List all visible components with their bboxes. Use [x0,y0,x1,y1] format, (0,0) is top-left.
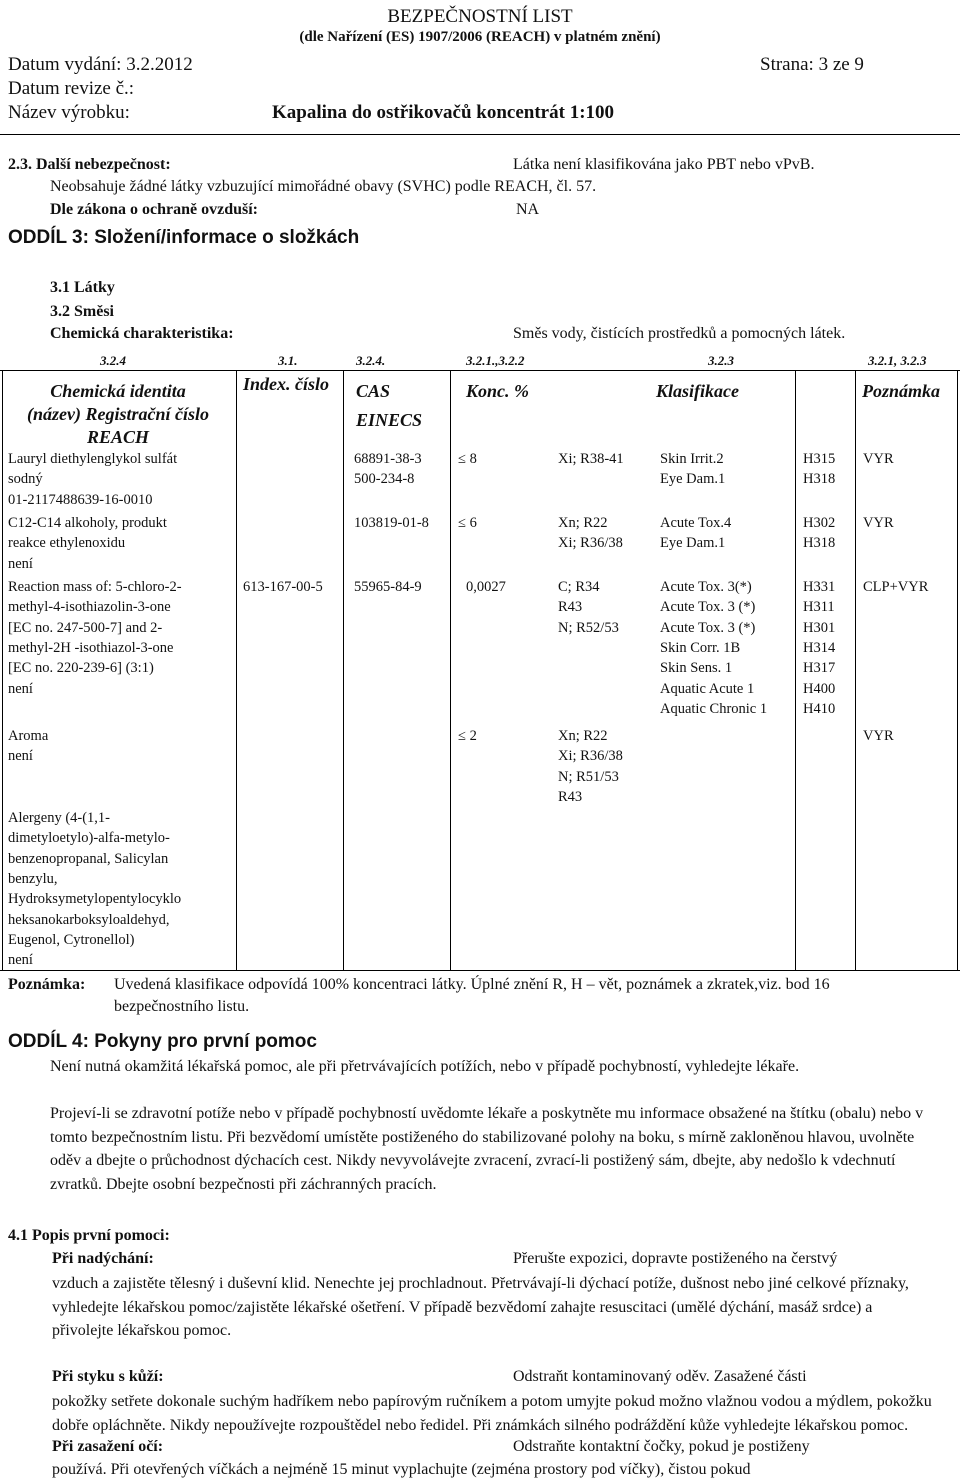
hdr-poznamka: Poznámka [862,381,941,401]
cell-klas: Skin Irrit.2 [660,451,724,467]
cell-klas: Aquatic Acute 1 [660,680,755,697]
s4-paragraph-2: Projeví-li se zdravotní potíže nebo v případě pochybností uvědomte lékaře a poskytněte mu informace obsažené na štítku (obalu) nebo v tomto bezpečnostním listu. Při bezvědomí umístěte postiženého do stabilizované polohy na boku, s mírně zakloněnou hlavou, uvolněte oděv a dbejte o průchodnost dýchacích cest. Nikdy nevyvolávejte zvracení, zvrací-li postižený sám, dbejte, aby nedošlo k vdechnutí zvratků. Dbejte osobní bezpečnosti při záchranných pracích. [50,1105,924,1193]
product-name: Kapalina do ostřikovačů koncentrát 1:100 [272,102,615,123]
col-divider [450,370,451,970]
col-divider [855,370,856,970]
table-border-left [2,370,3,970]
hdr-identity-2: (název) Registrační číslo [27,404,209,424]
hdr-index: Index. číslo [243,374,330,394]
cell-klas: Acute Tox. 3(*) [660,579,752,595]
inhalation-first: Přerušte expozici, dopravte postiženého na čerstvý [513,1250,838,1267]
table-bottom-rule [0,970,960,971]
cell-name: není [8,952,33,969]
char-value: Směs vody, čistících prostředků a pomocných látek. [513,325,846,342]
revision-date: Datum revize č.: [8,78,135,99]
cell-h: H318 [803,535,836,552]
cell-cas: 55965-84-9 [354,579,422,595]
cell-cas: 500-234-8 [354,471,415,488]
cell-h: H318 [803,471,836,488]
cell-konc: ≤ 8 [458,451,477,467]
ref-cas: 3.2.4. [356,353,386,368]
cell-note: VYR [863,451,894,467]
eye-first: Odstraňte kontaktní čočky, pokud je postiženy [513,1438,810,1455]
hdr-identity-3: REACH [86,427,150,447]
air-label: Dle zákona o ochraně ovzduší: [50,201,258,218]
skin-label: Při styku s kůží: [52,1368,164,1385]
footnote-label: Poznámka: [8,976,86,993]
cell-name: Alergeny (4-(1,1- [8,810,111,826]
cell-r: Xi; R38-41 [558,451,624,467]
cell-h: H400 [803,680,836,697]
inhalation-text: vzduch a zajistěte tělesný i duševní klid. Nenechte jej prochladnout. Přetrvávají-li dýchací potíže, dušnost nebo jiné celkové příznaky, vyhledejte lékařskou pomoc/zajistěte lékařské ošetření. V případě bezvědomí zahajte resuscitaci (umělé dýchání, masáž srdce) a přivolejte lékařskou pomoc. [52,1275,909,1340]
cell-klas: Acute Tox. 3 (*) [660,619,756,636]
cell-name: Aroma [8,728,49,744]
cell-r: R43 [558,788,583,805]
s41-label: 4.1 Popis první pomoci: [8,1227,170,1244]
cell-h: H315 [803,451,836,467]
char-label: Chemická charakteristika: [50,325,234,342]
cell-name: 01-2117488639-16-0010 [8,491,153,508]
table-border-right [957,370,958,970]
col-divider [795,370,796,970]
cell-name: heksanokarboksyloaldehyd, [8,911,170,928]
hdr-klasifikace: Klasifikace [656,381,739,401]
s23-svhc: Neobsahuje žádné látky vzbuzující mimořádné obavy (SVHC) podle REACH, čl. 57. [50,178,597,195]
cell-index: 613-167-00-5 [243,579,323,595]
cell-konc: ≤ 2 [458,728,477,744]
cell-h: H314 [803,639,836,656]
document-title: BEZPEČNOSTNÍ LIST [387,6,573,27]
cell-h: H410 [803,700,836,717]
cell-klas: Skin Corr. 1B [660,639,741,656]
page-number: Strana: 3 ze 9 [760,54,864,75]
s32-label: 3.2 Směsi [50,303,114,320]
cell-name: [EC no. 247-500-7] and 2- [8,619,163,636]
cell-note: CLP+VYR [863,579,929,595]
hdr-cas: CAS [356,381,391,401]
col-divider [236,370,237,970]
cell-name: není [8,680,33,697]
cell-h: H311 [803,599,835,616]
ref-konc: 3.2.1.,3.2.2 [466,353,525,368]
cell-name: není [8,555,33,572]
cell-cas: 103819-01-8 [354,515,429,531]
cell-note: VYR [863,728,894,744]
cell-name: Reaction mass of: 5-chloro-2- [8,579,182,595]
col-divider [343,370,344,970]
cell-klas: Acute Tox.4 [660,515,732,531]
cell-name: benzenopropanal, Salicylan [8,850,169,867]
document-subtitle: (dle Nařízení (ES) 1907/2006 (REACH) v platném znění) [299,29,661,45]
cell-name: C12-C14 alkoholy, produkt [8,515,167,531]
s23-label: 2.3. Další nebezpečnost: [8,156,171,173]
cell-h: H331 [803,579,836,595]
cell-name: reakce ethylenoxidu [8,535,126,552]
cell-r: Xi; R36/38 [558,535,623,552]
section3-heading: ODDÍL 3: Složení/informace o složkách [8,227,360,248]
cell-name: Eugenol, Cytronellol) [8,931,135,948]
section4-heading: ODDÍL 4: Pokyny pro první pomoc [8,1031,317,1052]
cell-h: H302 [803,515,836,531]
table-top-rule [0,370,960,371]
cell-r: N; R51/53 [558,768,619,785]
cell-name: methyl-4-isothiazolin-3-one [8,599,171,616]
inhalation-label: Při nadýchání: [52,1250,154,1267]
header-rule [0,134,960,135]
cell-name: sodný [8,471,43,488]
cell-klas: Aquatic Chronic 1 [660,700,768,717]
cell-r: Xn; R22 [558,515,608,531]
cell-note: VYR [863,515,894,531]
cell-klas: Eye Dam.1 [660,535,726,552]
cell-r: Xn; R22 [558,728,608,744]
skin-text: pokožky setřete dokonale suchým hadříkem nebo papírovým ručníkem a potom umyjte pokud možno vlažnou vodou a mýdlem, pokožku dobře opláchněte. Nikdy nepoužívejte rozpouštědel nebo ředidel. Při známkách silného podráždění kůže vyhledejte lékařskou pomoc. [52,1393,932,1434]
eye-text: používá. Při otevřených víčkách a nejméně 15 minut vyplachujte (zejména prostory pod víčky), čistou pokud [52,1461,751,1478]
cell-h: H317 [803,660,836,677]
footnote-line2: bezpečnostního listu. [114,998,250,1015]
cell-r: N; R52/53 [558,619,619,636]
cell-h: H301 [803,619,836,636]
ref-klas: 3.2.3 [708,353,734,368]
footnote-line1: Uvedená klasifikace odpovídá 100% koncentraci látky. Úplné znění R, H – vět, poznámek a zkratek,viz. bod 16 [114,976,830,993]
ref-identity: 3.2.4 [100,353,126,368]
cell-name: [EC no. 220-239-6] (3:1) [8,660,154,677]
cell-cas: 68891-38-3 [354,451,422,467]
hdr-einecs: EINECS [356,410,423,430]
cell-name: benzylu, [8,870,58,887]
cell-r: C; R34 [558,579,600,595]
cell-klas: Acute Tox. 3 (*) [660,599,756,616]
cell-name: Hydroksymetylopentylocyklo [8,891,182,908]
cell-klas: Skin Sens. 1 [660,660,733,677]
hdr-konc: Konc. % [466,381,529,401]
eye-label: Při zasažení očí: [52,1438,164,1455]
cell-konc: 0,0027 [466,579,506,595]
s23-value: Látka není klasifikována jako PBT nebo vPvB. [513,156,815,173]
cell-konc: ≤ 6 [458,515,477,531]
cell-r: R43 [558,599,583,616]
ref-index: 3.1. [278,353,298,368]
hdr-identity-1: Chemická identita [50,381,186,401]
cell-name: methyl-2H -isothiazol-3-one [8,639,174,656]
cell-r: Xi; R36/38 [558,748,623,765]
product-label: Název výrobku: [8,102,130,123]
cell-klas: Eye Dam.1 [660,471,726,488]
skin-first: Odstraňt kontaminovaný oděv. Zasažené části [513,1368,807,1385]
s4-paragraph-1: Není nutná okamžitá lékařská pomoc, ale při přetrvávajících potížích, nebo v případě pochybností, vyhledejte lékaře. [50,1058,800,1075]
cell-name: dimetyloetylo)-alfa-metylo- [8,830,170,847]
cell-name: není [8,748,33,765]
ref-note: 3.2.1, 3.2.3 [868,353,927,368]
s31-label: 3.1 Látky [50,279,115,296]
cell-name: Lauryl diethylenglykol sulfát [8,451,178,467]
issue-date: Datum vydání: 3.2.2012 [8,54,193,75]
air-value: NA [516,201,540,218]
